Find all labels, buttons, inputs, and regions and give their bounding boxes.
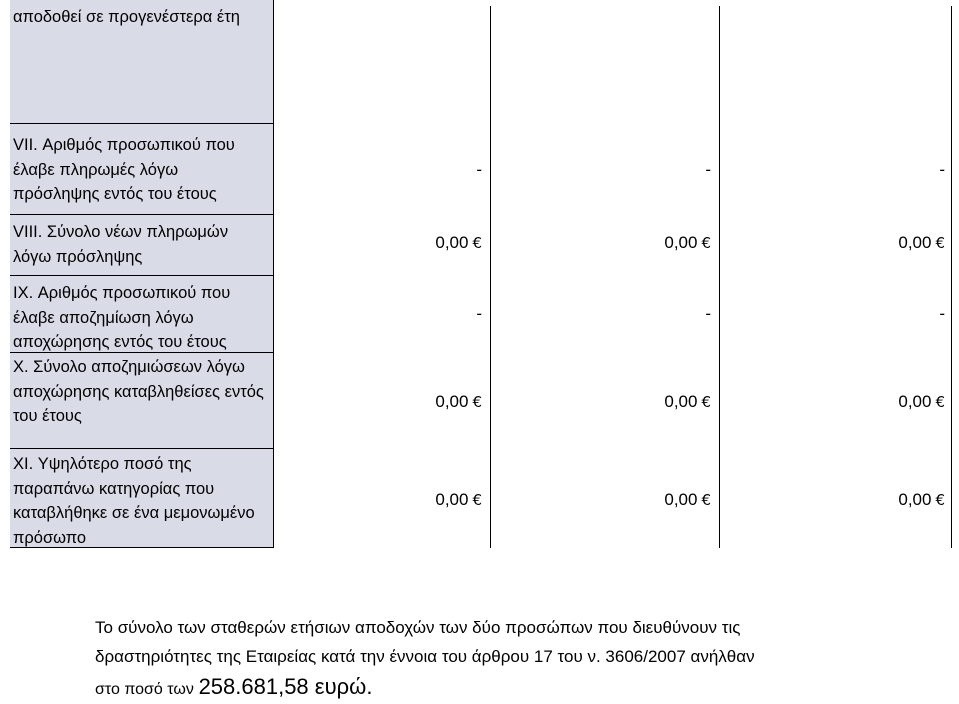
row-label: VIII. Σύνολο νέων πληρωμών λόγω πρόσληψης (13, 223, 229, 266)
euro-symbol: € (701, 393, 711, 411)
footer-line-1: Το σύνολο των σταθερών ετήσιων αποδοχών των δύο προσώπων που διευθύνουν τις (95, 618, 741, 637)
row-values (274, 488, 952, 512)
row-values (274, 390, 952, 414)
euro-symbol: € (935, 234, 945, 252)
euro-symbol: € (701, 491, 711, 509)
value-cell: - (939, 304, 945, 323)
value-cell: - (476, 160, 482, 179)
row-label: X. Σύνολο αποζημιώσεων λόγω αποχώρησης καταβληθείσες εντός του έτους (13, 358, 264, 425)
compensation-table (10, 0, 952, 548)
value-cell: - (705, 160, 711, 179)
row-divider (10, 448, 274, 449)
column-divider (490, 6, 491, 548)
value-cell: 0,00 € (664, 233, 711, 252)
euro-symbol: € (472, 234, 482, 252)
value-cell: 0,00 € (435, 233, 482, 252)
euro-symbol: € (935, 393, 945, 411)
row-values (274, 302, 952, 326)
total-amount: 258.681,58 ευρώ. (198, 674, 373, 699)
row-values (274, 231, 952, 255)
row-label: αποδοθεί σε προγενέστερα έτη (13, 8, 240, 26)
footer-line-3 (95, 673, 955, 704)
value-cell: 0,00 € (898, 392, 945, 411)
euro-symbol: € (472, 393, 482, 411)
row-label: VII. Αριθμός προσωπικού που έλαβε πληρωμές λόγω πρόσληψης εντός του έτους (13, 136, 235, 203)
value-cell: - (476, 304, 482, 323)
value-cell: - (705, 304, 711, 323)
value-cell: 0,00 € (898, 233, 945, 252)
row-label: IX. Αριθμός προσωπικού που έλαβε αποζημίωση λόγω αποχώρησης εντός του έτους (13, 284, 231, 351)
row-values (274, 158, 952, 182)
column-divider (951, 6, 952, 548)
footer-line-2: δραστηριότητες της Εταιρείας κατά την έννοια του άρθρου 17 του ν. 3606/2007 ανήλθαν (95, 647, 755, 666)
row-divider (10, 123, 274, 124)
amount-prefix: στο ποσό των (95, 681, 194, 698)
column-divider (719, 6, 720, 548)
value-cell: 0,00 € (664, 490, 711, 509)
row-divider (10, 275, 274, 276)
row-label: XI. Υψηλότερο ποσό της παραπάνω κατηγορίας που καταβλήθηκε σε ένα μεμονωμένο πρόσωπο (13, 455, 255, 547)
value-cell: - (939, 160, 945, 179)
euro-symbol: € (472, 491, 482, 509)
value-cell: 0,00 € (898, 490, 945, 509)
euro-symbol: € (935, 491, 945, 509)
value-cell: 0,00 € (664, 392, 711, 411)
value-cell: 0,00 € (435, 392, 482, 411)
row-divider (10, 214, 274, 215)
value-cell: 0,00 € (435, 490, 482, 509)
euro-symbol: € (701, 234, 711, 252)
